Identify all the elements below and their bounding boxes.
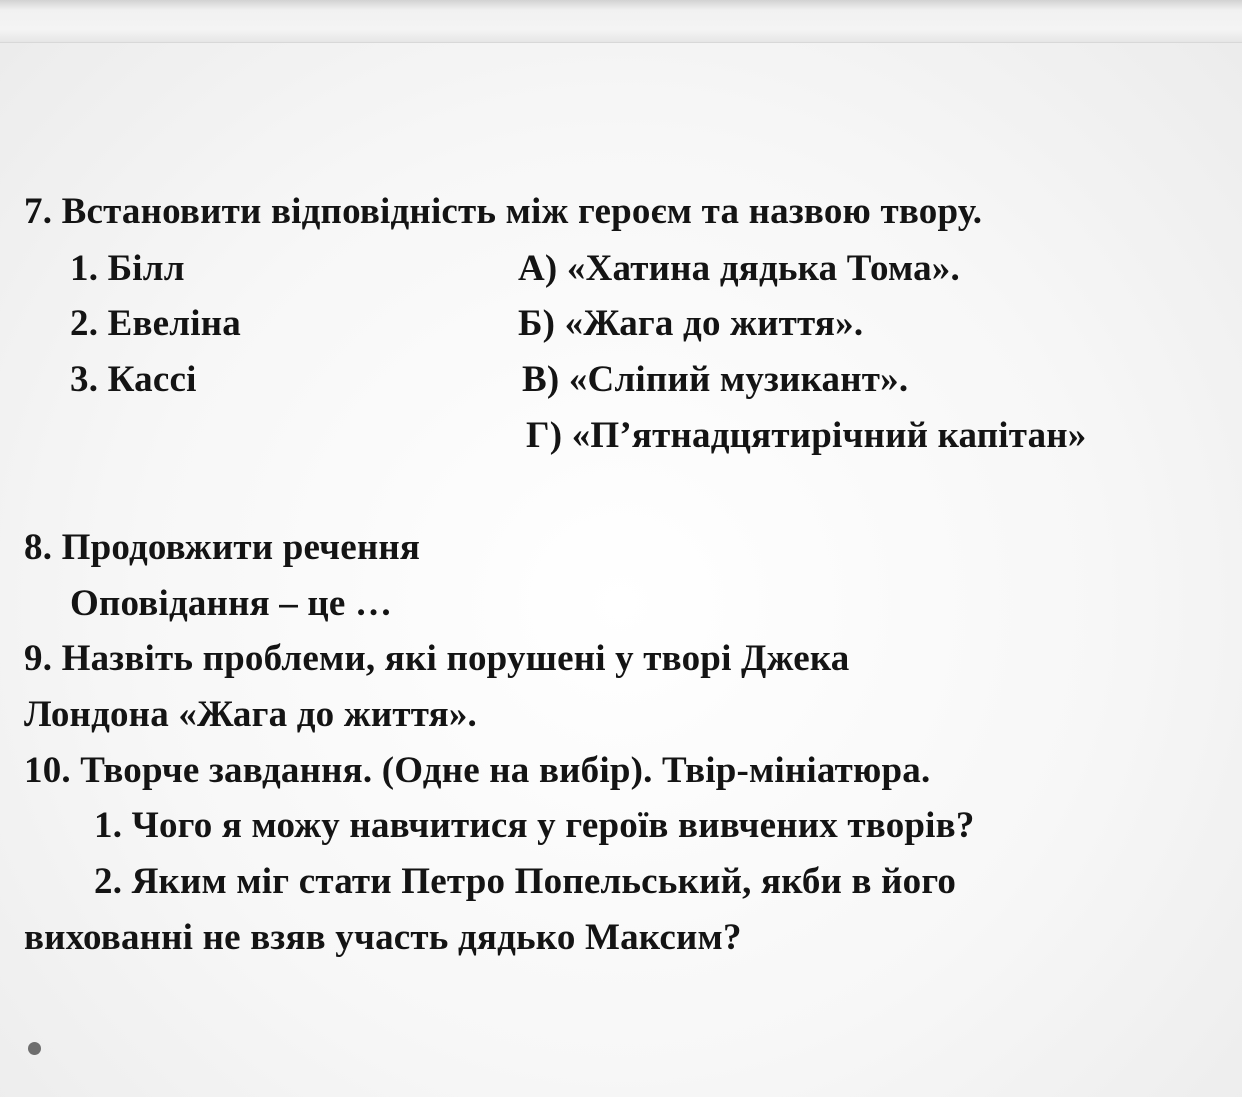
q7-work-b: Б) «Жага до життя». [518,303,864,344]
q9-line-2: Лондона «Жага до життя». [24,694,478,735]
q8-title: 8. Продовжити речення [24,527,421,568]
q7-hero-3: 3. Кассі [70,359,197,400]
q7-title: 7. Встановити відповідність між героєм та назвою твору. [24,191,983,232]
q10-title: 10. Творче завдання. (Одне на вибір). Твір-мініатюра. [24,750,931,791]
q7-work-d: Г) «П’ятнадцятирічний капітан» [526,415,1087,456]
top-toolbar-band [0,0,1242,43]
q7-hero-1: 1. Білл [70,248,185,289]
q10-option-1: 1. Чого я можу навчитися у героїв вивчених творів? [94,805,975,846]
q8-line: Оповідання – це … [70,583,393,624]
q7-work-a: А) «Хатина дядька Тома». [518,248,960,289]
bullet-dot-icon [28,1042,41,1055]
q10-option-2-line-2: вихованні не взяв участь дядько Максим? [24,917,742,958]
q9-line-1: 9. Назвіть проблеми, які порушені у творі Джека [24,638,850,679]
q7-work-c: В) «Сліпий музикант». [522,359,909,400]
q7-hero-2: 2. Евеліна [70,303,241,344]
q10-option-2-line-1: 2. Яким міг стати Петро Попельський, якби в його [94,861,957,902]
